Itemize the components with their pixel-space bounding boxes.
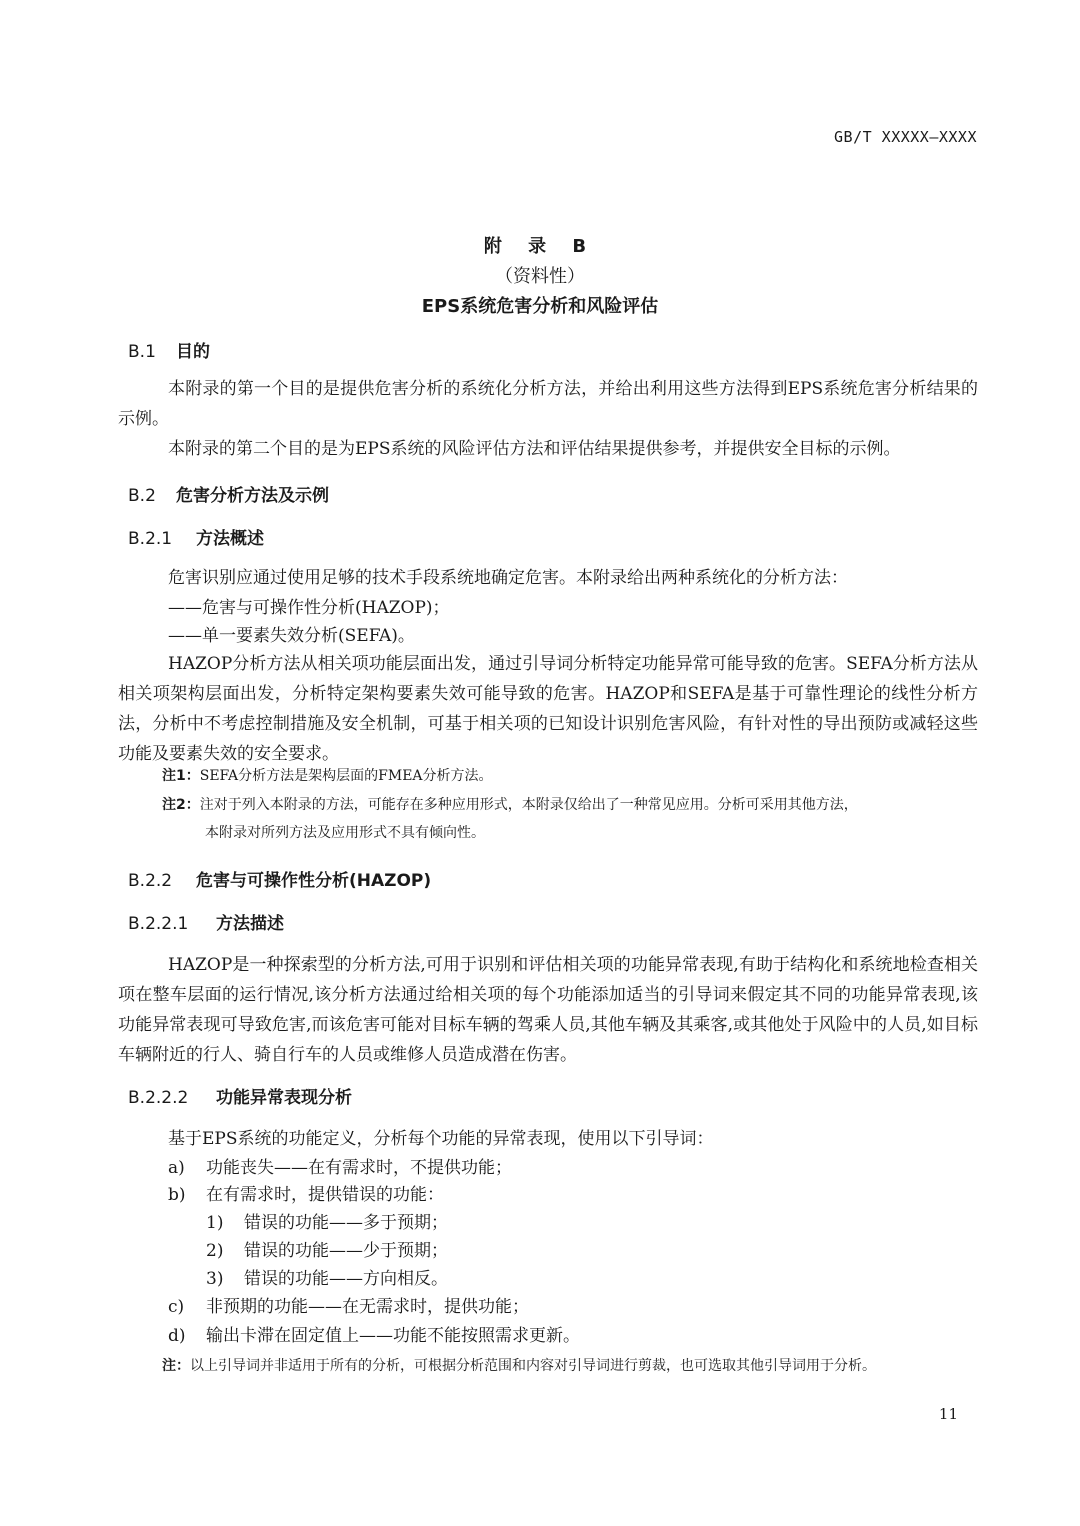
note-text: 以上引导词并非适用于所有的分析，可根据分析范围和内容对引导词进行剪裁，也可选取其他引导词用于分析。	[190, 1358, 876, 1374]
list-subitem	[206, 1208, 448, 1238]
section-heading-b1	[128, 337, 210, 362]
section-title: 方法概述	[196, 529, 264, 549]
list-subitem	[206, 1264, 448, 1294]
note-text: 注对于列入本附录的方法，可能存在多种应用形式，本附录仅给出了一种常见应用。分析可采用其他方法，	[199, 797, 858, 813]
list-subitem	[206, 1236, 448, 1266]
annex-subject: EPS系统危害分析和风险评估	[421, 296, 659, 317]
list-label: a)	[168, 1158, 185, 1178]
section-title: 功能异常表现分析	[216, 1088, 352, 1108]
paragraph: 本附录的第二个目的是为EPS系统的风险评估方法和评估结果提供参考，并提供安全目标的示例。	[168, 439, 901, 459]
section-number: B.2.2	[128, 871, 173, 891]
list-text: 错误的功能——少于预期；	[244, 1241, 448, 1261]
note	[162, 1353, 876, 1380]
list-item	[168, 1292, 529, 1322]
list-item: ——单一要素失效分析(SEFA)。	[168, 626, 415, 646]
annex-title: 附 录 B	[483, 236, 597, 257]
section-number: B.2.2.2	[128, 1088, 189, 1108]
section-number: B.2	[128, 486, 156, 506]
note	[162, 792, 858, 819]
list-label: 1)	[206, 1213, 224, 1233]
note-continuation: 本附录对所列方法及应用形式不具有倾向性。	[205, 825, 485, 841]
section-heading-b2	[128, 481, 329, 506]
section-number: B.2.2.1	[128, 914, 189, 934]
list-label: b)	[168, 1185, 186, 1205]
list-item	[168, 1321, 580, 1351]
list-label: d)	[168, 1326, 186, 1346]
paragraph: HAZOP分析方法从相关项功能层面出发，通过引导词分析特定功能异常可能导致的危害。SEFA分析方法从相关项架构层面出发，分析特定架构要素失效可能导致的危害。HAZOP和SEFA是基于可靠性理论的线性分析方法，分析中不考虑控制措施及安全机制，可基于相关项的已知设计识别危害风险，有针对性的导出预防或减轻这些功能及要素失效的安全要求。	[118, 654, 978, 764]
note-label: 注：	[162, 1358, 190, 1374]
paragraph: 危害识别应通过使用足够的技术手段系统地确定危害。本附录给出两种系统化的分析方法：	[168, 568, 848, 588]
list-label: 2)	[206, 1241, 224, 1261]
note	[162, 763, 493, 790]
section-title: 危害与可操作性分析(HAZOP)	[196, 871, 432, 891]
list-item	[168, 1153, 512, 1183]
list-text: 错误的功能——多于预期；	[244, 1213, 448, 1233]
list-item	[168, 1180, 444, 1210]
section-heading-b222	[128, 1083, 352, 1108]
list-text: 错误的功能——方向相反。	[244, 1269, 448, 1289]
paragraph: HAZOP是一种探索型的分析方法,可用于识别和评估相关项的功能异常表现,有助于结构化和系统地检查相关项在整车层面的运行情况,该分析方法通过给相关项的每个功能添加适当的引导词来假定其不同的功能异常表现,该功能异常表现可导致危害,而该危害可能对目标车辆的驾乘人员,其他车辆及其乘客,或其他处于风险中的人员,如目标车辆附近的行人、骑自行车的人员或维修人员造成潜在伤害。	[118, 955, 978, 1065]
page-number: 11	[938, 1405, 958, 1423]
list-text: 输出卡滞在固定值上——功能不能按照需求更新。	[206, 1326, 580, 1346]
section-heading-b22	[128, 866, 431, 891]
list-text: 非预期的功能——在无需求时，提供功能；	[206, 1297, 529, 1317]
section-title: 方法描述	[216, 914, 284, 934]
paragraph: 基于EPS系统的功能定义，分析每个功能的异常表现，使用以下引导词：	[168, 1129, 714, 1149]
note-label: 注1：	[162, 768, 200, 784]
list-item: ——危害与可操作性分析(HAZOP)；	[168, 598, 450, 618]
section-title: 目的	[176, 342, 210, 362]
list-text: 功能丧失——在有需求时，不提供功能；	[206, 1158, 512, 1178]
section-title: 危害分析方法及示例	[176, 486, 329, 506]
section-heading-b221	[128, 909, 284, 934]
paragraph: 本附录的第一个目的是提供危害分析的系统化分析方法，并给出利用这些方法得到EPS系统危害分析结果的示例。	[118, 379, 978, 429]
annex-nature: （资料性）	[495, 266, 585, 287]
list-label: 3)	[206, 1269, 224, 1289]
section-number: B.1	[128, 342, 156, 362]
note-text: SEFA分析方法是架构层面的FMEA分析方法。	[199, 768, 493, 784]
section-number: B.2.1	[128, 529, 173, 549]
note-label: 注2：	[162, 797, 200, 813]
section-heading-b21	[128, 524, 264, 549]
list-label: c)	[168, 1297, 185, 1317]
list-text: 在有需求时，提供错误的功能：	[206, 1185, 444, 1205]
standard-number: GB/T XXXXX—XXXX	[834, 128, 977, 146]
